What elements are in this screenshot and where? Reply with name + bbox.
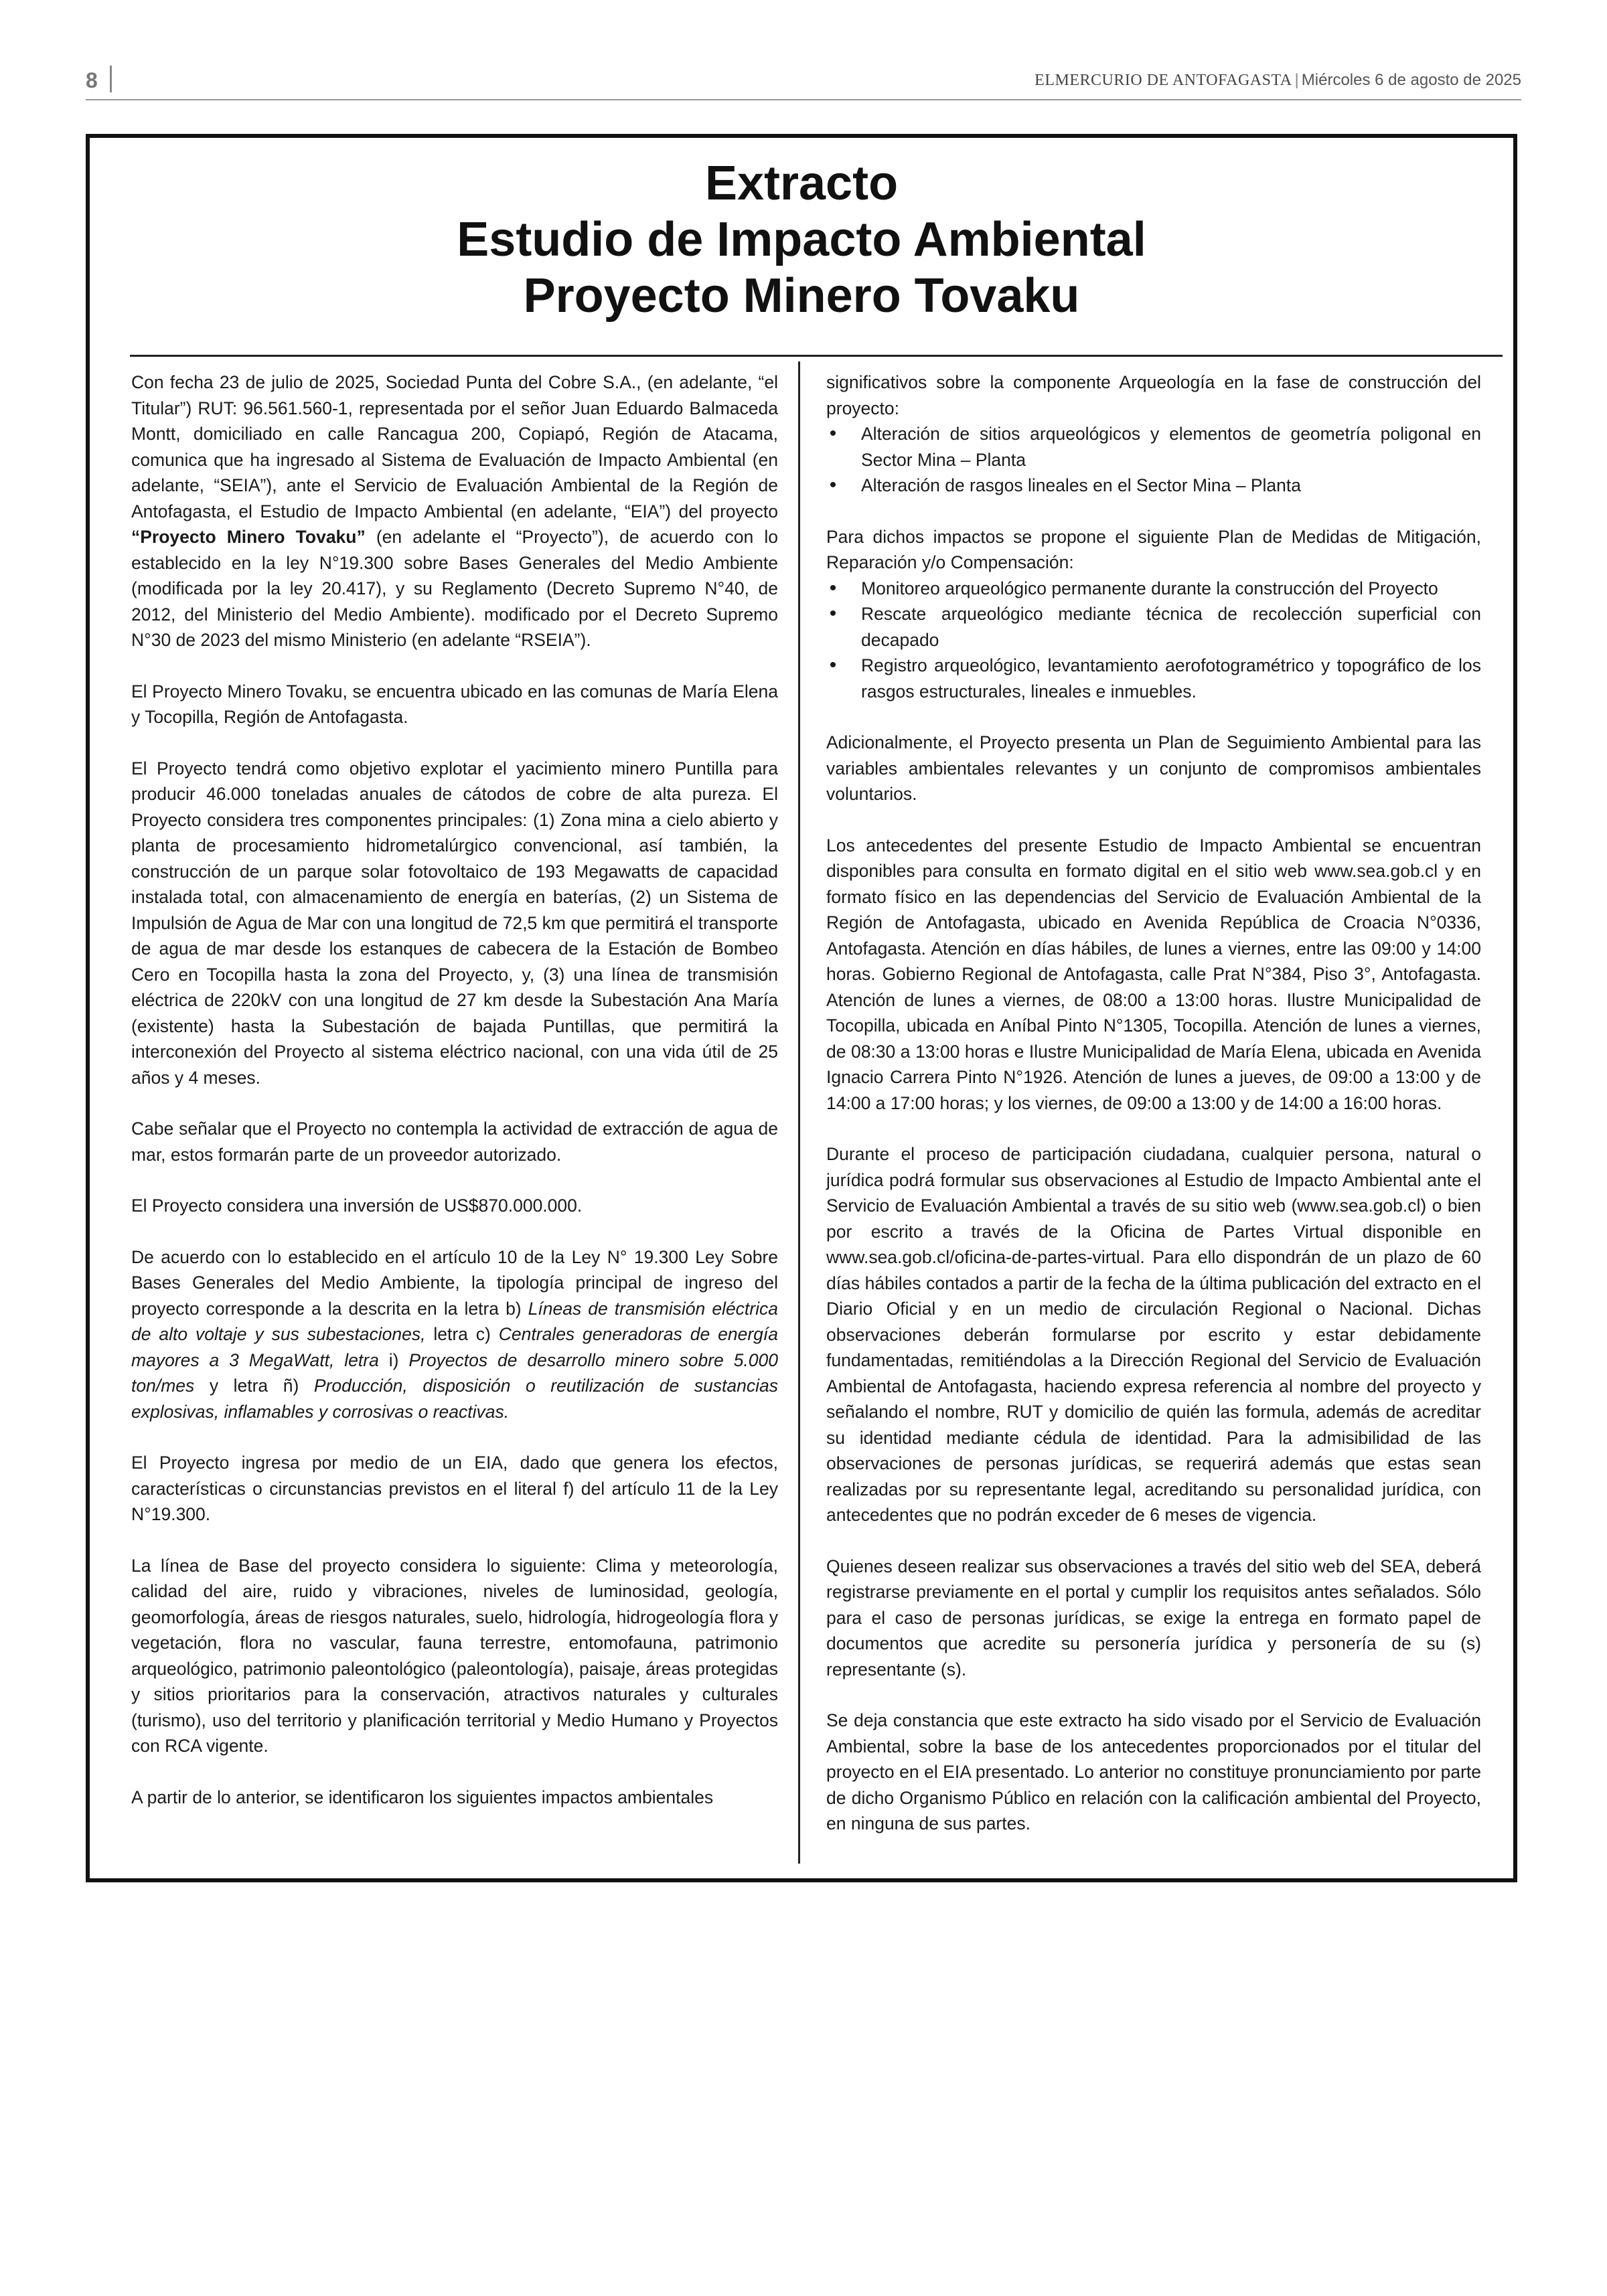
list-item: • Alteración de sitios arqueológicos y elementos de geometría poligonal en Sector Mina – Planta <box>861 421 1481 473</box>
typology-sep-i: i) <box>378 1349 409 1370</box>
page-header <box>86 64 1521 100</box>
typology-i: Proyectos de desarrollo minero sobre 5.000 ton/mes <box>131 1349 778 1396</box>
title-line-3: Proyecto Minero Tovaku <box>523 269 1080 323</box>
intro-text-continued: (en adelante el “Proyecto”), de acuerdo con lo establecido en la ley N°19.300 sobre Bases Generales del Medio Ambiente (modificada por la ley 20.417), y su Reglamento (Decreto Supremo N°40, de 2012, del Ministerio del Medio Ambiente). modificado por el Decreto Supremo N°30 de 2023 del mismo Ministerio (en adelante “RSEIA”). <box>131 527 778 650</box>
paragraph-participation: Durante el proceso de participación ciudadana, cualquier persona, natural o jurídica podrá formular sus observaciones al Estudio de Impacto Ambiental ante el Servicio de Evaluación Ambiental a través de su sitio web (www.sea.gob.cl) o bien por escrito a través de la Oficina de Partes Virtual disponible en www.sea.gob.cl/oficina-de-partes-virtual. Para ello dispondrán de un plazo de 60 días hábiles contados a partir de la fecha de la última publicación del extracto en el Diario Oficial y en un medio de circulación Regional o Nacional. Dichas observaciones deberán formularse por escrito y estar debidamente fundamentadas, remitiéndolas a la Dirección Regional del Servicio de Evaluación Ambiental de Antofagasta, haciendo expresa referencia al nombre del proyecto y señalando el nombre, RUT y domicilio de quién las formula, además de acreditar su identidad mediante cédula de identidad. Para la admisibilidad de las observaciones de personas jurídicas, se requerirá además que estas sean realizadas por su representante legal, acreditando su personalidad jurídica, con antecedentes que no podrán exceder de 6 meses de vigencia. <box>826 1144 1481 1525</box>
intro-text: Con fecha 23 de julio de 2025, Sociedad Punta del Cobre S.A., (en adelante, “el Titular”) RUT: 96.561.560-1, representada por el señor Juan Eduardo Balmaceda Montt, domiciliado en calle Rancagua 200, Copiapó, Región de Atacama, comunica que ha ingresado al Sistema de Evaluación de Impacto Ambiental (en adelante, “SEIA”), ante el Servicio de Evaluación Ambiental de la Región de Antofagasta, el Estudio de Impacto Ambiental (en adelante, “EIA”) del proyecto <box>131 372 778 521</box>
paragraph-location: El Proyecto Minero Tovaku, se encuentra ubicado en las comunas de María Elena y Tocopilla, Región de Antofagasta. <box>131 681 778 727</box>
title-line-2: Estudio de Impacto Ambiental <box>457 213 1146 266</box>
paragraph-intro <box>131 370 778 653</box>
title-rule <box>130 355 1503 357</box>
typology-n: Producción, disposición o reutilización de sustancias explosivas, inflamables y corrosivas o reactivas. <box>131 1376 778 1422</box>
project-name-bold: “Proyecto Minero Tovaku” <box>131 527 366 547</box>
title-line-1: Extracto <box>704 157 899 210</box>
typology-text: De acuerdo con lo establecido en el artículo 10 de la Ley N° 19.300 Ley Sobre Bases Generales del Medio Ambiente, la tipología principal de ingreso del proyecto corresponde a la descrita en la letra b) <box>131 1246 778 1319</box>
paragraph-impacts-lead: A partir de lo anterior, se identificaron los siguientes impactos ambientales <box>131 1787 714 1807</box>
list-item: • Monitoreo arqueológico permanente durante la construcción del Proyecto <box>861 576 1481 602</box>
page-number: 8 <box>86 68 98 92</box>
typology-b: Líneas de transmisión eléctrica de alto voltaje y sus subestaciones, <box>131 1298 778 1344</box>
paragraph-objective: El Proyecto tendrá como objetivo explotar el yacimiento minero Puntilla para producir 46.000 toneladas anuales de cátodos de cobre de alta pureza. El Proyecto considera tres componentes principales: (1) Zona mina a cielo abierto y planta de procesamiento hidrometalúrgico convencional, así también, la construcción de un parque solar fotovoltaico de 193 Megawatts de capacidad instalada total, con almacenamiento de energía en baterías, (2) un Sistema de Impulsión de Agua de Mar con una longitud de 72,5 km que permitirá el transporte de agua de mar desde los estanques de cabecera de la Estación de Bombeo Cero en Tocopilla hasta la zona del Proyecto, y, (3) una línea de transmisión eléctrica de 220kV con una longitud de 27 km desde la Subestación Ana María (existente) hasta la Subestación de bajada Puntillas, que permitirá la interconexión del Proyecto al sistema eléctrico nacional, con una vida útil de 25 años y 4 meses. <box>131 758 778 1088</box>
paragraph-web-registration: Quienes deseen realizar sus observaciones a través del sitio web del SEA, deberá registrarse previamente en el portal y cumplir los requisitos antes señalados. Sólo para el caso de personas jurídicas, se exige la entrega en formato papel de documentos que acredite su personería jurídica y personería de su (s) representante (s). <box>826 1556 1481 1679</box>
paragraph-impacts-cont: significativos sobre la componente Arqueología en la fase de construcción del proyecto: <box>826 372 1481 418</box>
paragraph-water-note: Cabe señalar que el Proyecto no contempla la actividad de extracción de agua de mar, estos formarán parte de un proveedor autorizado. <box>131 1119 778 1165</box>
list-item: • Registro arqueológico, levantamiento aerofotogramétrico y topográfico de los rasgos estructurales, lineales e inmuebles. <box>861 653 1481 704</box>
paragraph-availability: Los antecedentes del presente Estudio de Impacto Ambiental se encuentran disponibles para consulta en formato digital en el sitio web www.sea.gob.cl y en formato físico en las dependencias del Servicio de Evaluación Ambiental de la Región de Antofagasta, ubicado en Avenida República de Croacia N°0336, Antofagasta. Atención en días hábiles, de lunes a viernes, entre las 09:00 y 14:00 horas. Gobierno Regional de Antofagasta, calle Prat N°384, Piso 3°, Antofagasta. Atención de lunes a viernes, de 08:00 a 13:00 horas. Ilustre Municipalidad de Tocopilla, ubicada en Aníbal Pinto N°1305, Tocopilla. Atención de lunes a viernes, de 08:30 a 13:00 horas e Ilustre Municipalidad de María Elena, ubicada en Avenida Ignacio Carrera Pinto N°1926. Atención de lunes a jueves, de 09:00 a 13:00 y de 14:00 a 17:00 horas; y los viernes, de 09:00 a 13:00 y de 14:00 a 16:00 horas. <box>826 835 1481 1113</box>
paragraph-disclaimer: Se deja constancia que este extracto ha sido visado por el Servicio de Evaluación Ambiental, sobre la base de los antecedentes proporcionados por el titular del proyecto en el EIA presentado. Lo anterior no constituye pronunciamiento por parte de dicho Organismo Público en relación con la calificación ambiental del Proyecto, en ninguna de sus partes. <box>826 1710 1481 1833</box>
left-column <box>131 370 778 1810</box>
paragraph-eia-reason: El Proyecto ingresa por medio de un EIA, dado que genera los efectos, características o circunstancias previstos en el literal f) del artículo 11 de la Ley N°19.300. <box>131 1453 778 1524</box>
column-divider <box>798 361 800 1864</box>
page-number-divider <box>110 66 112 92</box>
publication-date: Miércoles 6 de agosto de 2025 <box>1301 71 1521 89</box>
paragraph-typology <box>131 1244 778 1425</box>
paragraph-investment: El Proyecto considera una inversión de US$870.000.000. <box>131 1196 583 1216</box>
list-item: • Rescate arqueológico mediante técnica de recolección superficial con decapado <box>861 601 1481 653</box>
typology-sep-c: letra c) <box>425 1324 499 1344</box>
notice-box <box>86 134 1517 1882</box>
typology-sep-n: y letra ñ) <box>194 1376 314 1396</box>
paragraph-measures-lead: Para dichos impactos se propone el siguiente Plan de Medidas de Mitigación, Reparación y/o Compensación: <box>826 526 1481 572</box>
newspaper-name: ELMERCURIO DE ANTOFAGASTA <box>1035 72 1292 89</box>
measures-list <box>826 576 1481 705</box>
paragraph-monitoring: Adicionalmente, el Proyecto presenta un Plan de Seguimiento Ambiental para las variables ambientales relevantes y un conjunto de compromisos ambientales voluntarios. <box>826 732 1481 804</box>
masthead-separator: | <box>1294 71 1299 89</box>
notice-title <box>90 155 1513 324</box>
paragraph-baseline: La línea de Base del proyecto considera lo siguiente: Clima y meteorología, calidad del aire, ruido y vibraciones, niveles de luminosidad, geología, geomorfología, áreas de riesgos naturales, suelo, hidrología, hidrogeología flora y vegetación, flora no vascular, fauna terrestre, entomofauna, patrimonio arqueológico, patrimonio paleontológico (paleontología), paisaje, áreas protegidas y sitios prioritarios para la conservación, atractivos naturales y culturales (turismo), uso del territorio y planificación territorial y Medio Humano y Proyectos con RCA vigente. <box>131 1555 778 1756</box>
typology-c: Centrales generadoras de energía mayores a 3 MegaWatt, letra <box>131 1324 778 1370</box>
list-item: • Alteración de rasgos lineales en el Sector Mina – Planta <box>861 473 1481 499</box>
impacts-list <box>826 421 1481 499</box>
right-column <box>826 370 1481 1837</box>
masthead <box>1035 71 1521 90</box>
